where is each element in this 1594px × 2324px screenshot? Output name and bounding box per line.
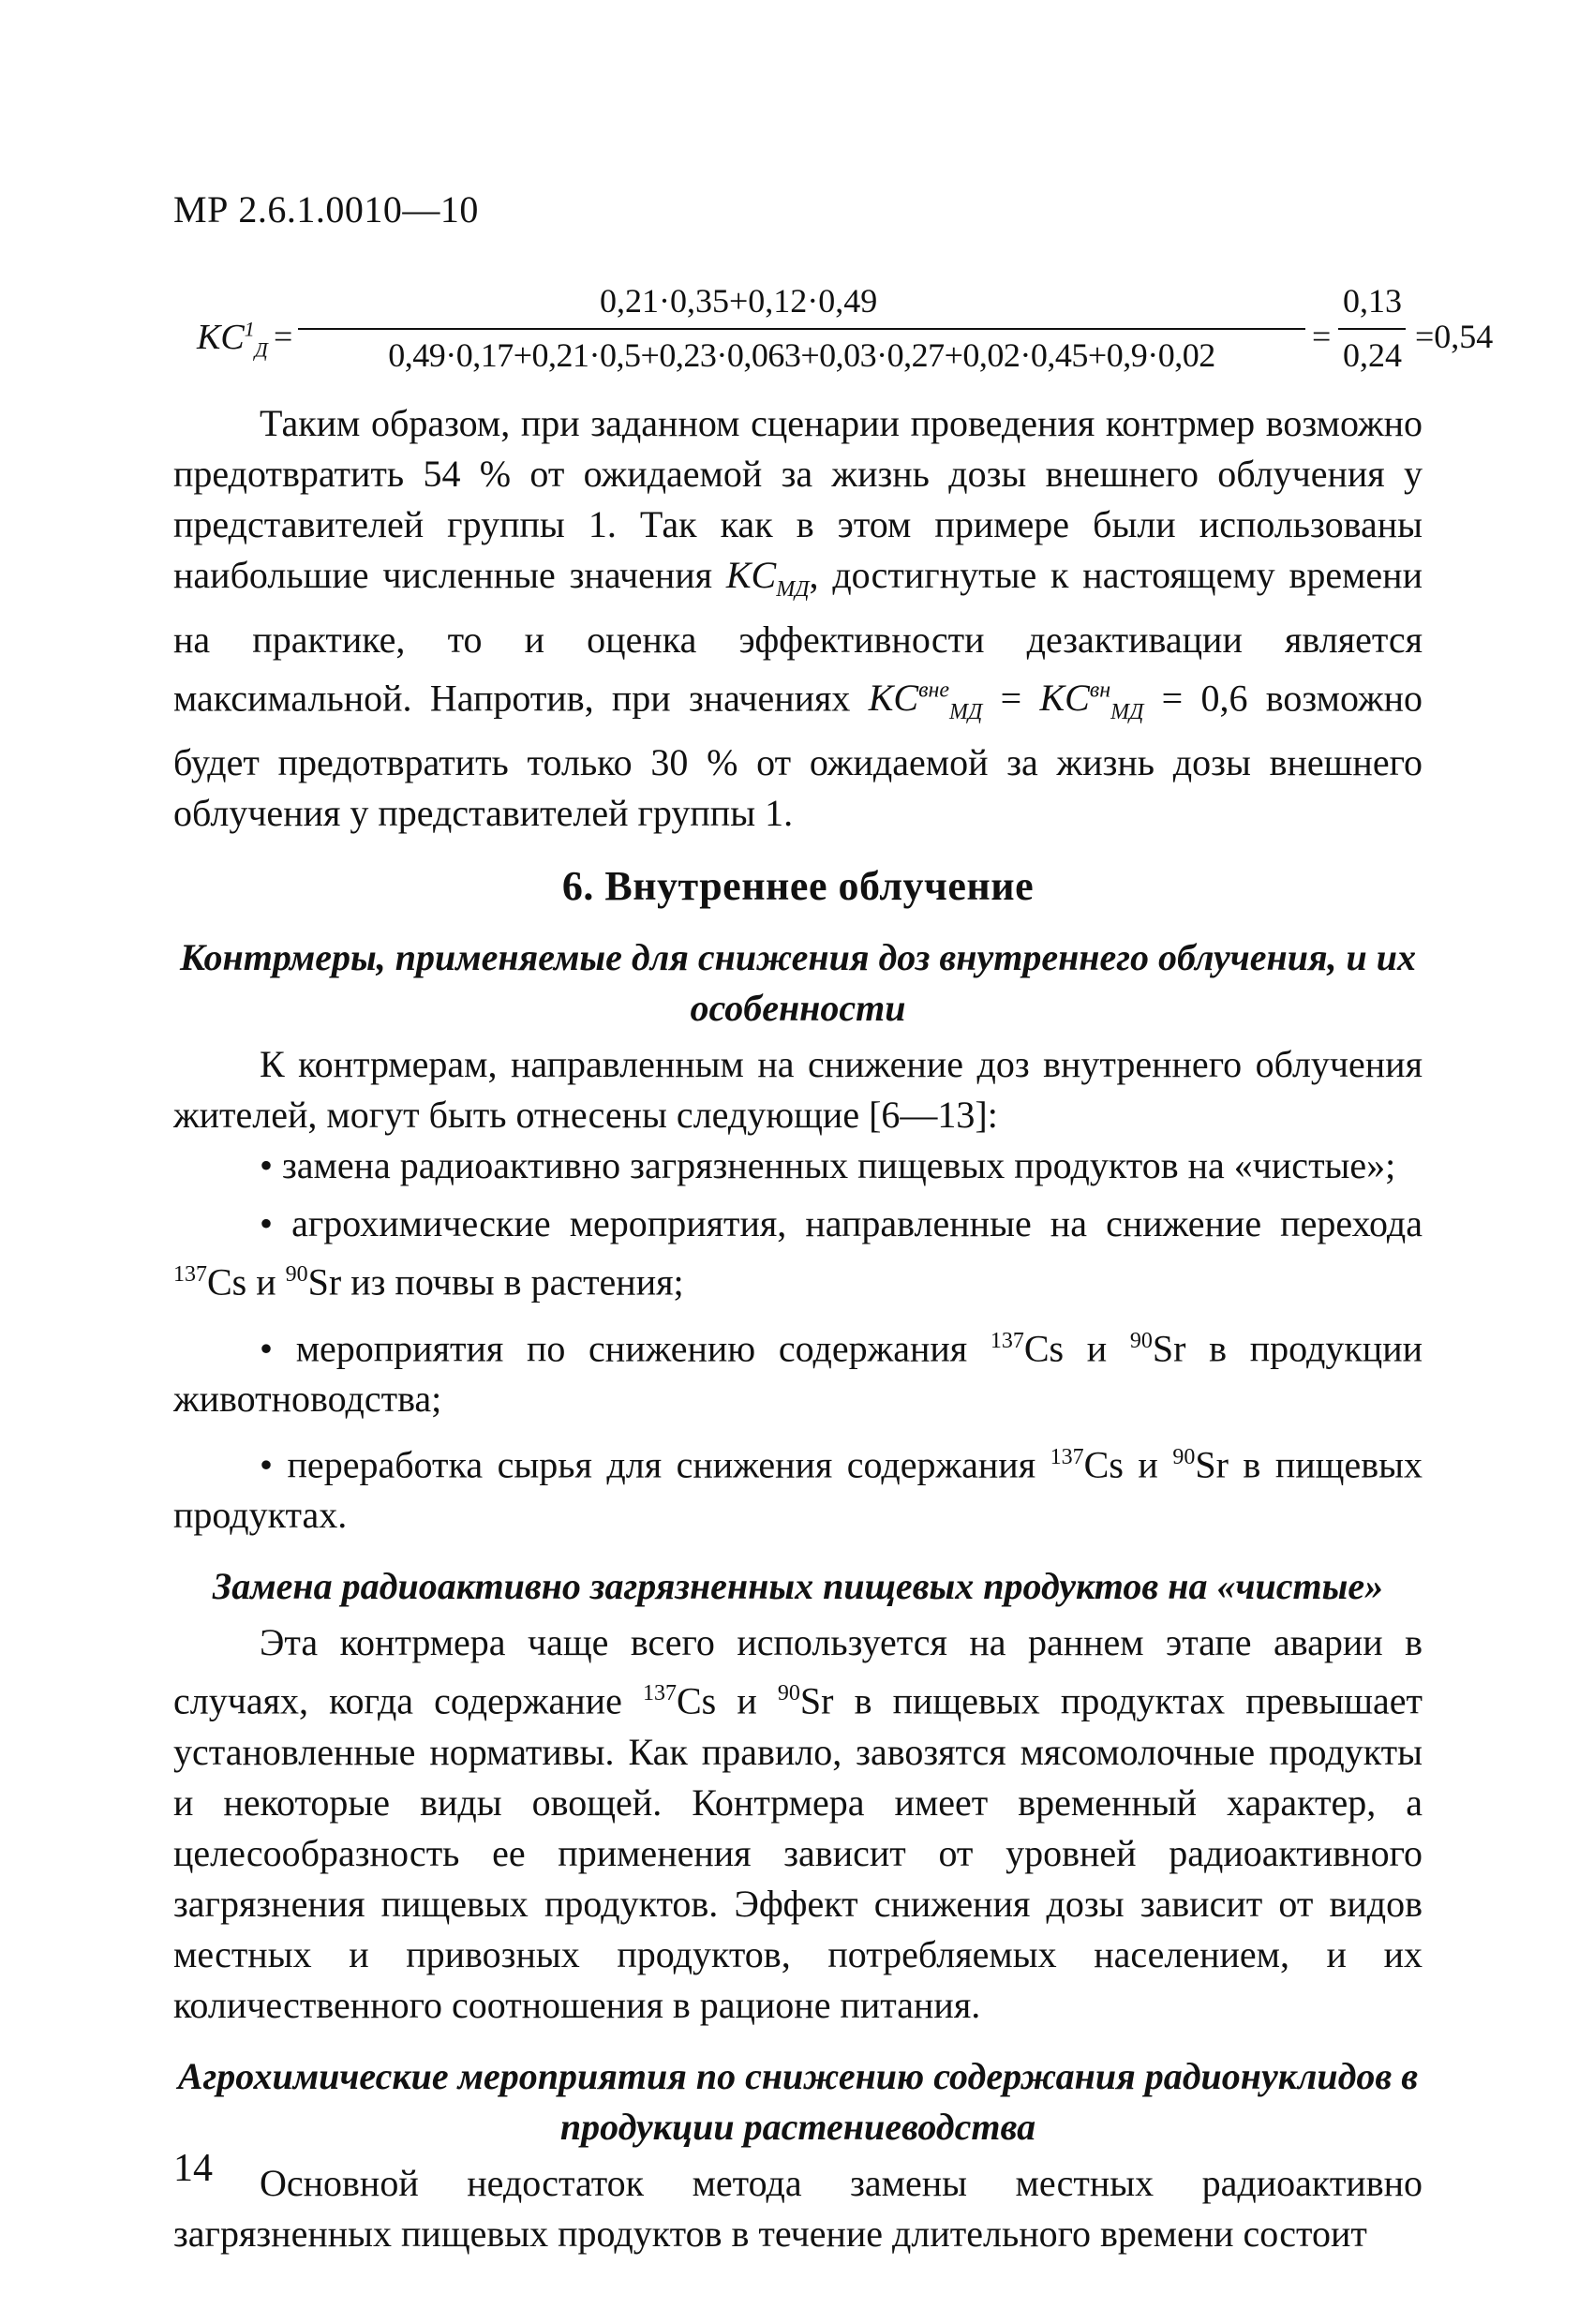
page-number: 14 (173, 2147, 213, 2190)
formula-lhs-sub: Д (254, 337, 268, 362)
isotope-mass: 137 (990, 1328, 1024, 1353)
formula-numerator: 0,21·0,35+0,12·0,49 (600, 282, 878, 320)
formula-denominator: 0,49·0,17+0,21·0,5+0,23·0,063+0,03·0,27+0,02·0,45+0,9·0,02 (388, 336, 1215, 374)
p1-eq: = (982, 677, 1040, 720)
formula-lhs-sup: 1 (244, 317, 255, 341)
isotope-mass: 90 (1129, 1328, 1153, 1353)
section-heading: 6. Внутреннее облучение (561, 863, 1035, 910)
page-body (173, 398, 1423, 2259)
p1-text-b: , достигнутые к настоящему времени на практике, то и оценка эффективности дезактивации является максимальной. Напротив, при значениях (173, 554, 1423, 720)
kc-vne-symbol (868, 677, 983, 725)
bullet-text: Sr в продукции животноводства; (173, 1326, 1423, 1420)
formula-result: =0,54 (1415, 318, 1494, 355)
kc-vn-symbol (1039, 677, 1144, 725)
p3-text-b: Cs и (676, 1679, 778, 1722)
running-head: МР 2.6.1.0010—10 (173, 188, 479, 231)
kc2-sup: вне (918, 678, 950, 703)
subsection-heading-countermeasures: Контрмеры, применяемые для снижения доз внутреннего облучения, и их особенности (179, 936, 1417, 1030)
formula-fraction2-numerator: 0,13 (1343, 282, 1402, 320)
bullet-text: Cs и (1023, 1326, 1130, 1369)
kc2-sub: МД (949, 700, 983, 725)
isotope-mass: 137 (173, 1262, 207, 1288)
formula-lhs (197, 317, 268, 363)
bullet-text: Cs и (207, 1260, 286, 1304)
list-item (173, 1432, 1423, 1541)
paragraph-food-replacement (173, 1617, 1423, 2030)
formula-fraction-bar (298, 328, 1305, 330)
paragraph-agrochemical: Основной недостаток метода замены местных радиоактивно загрязненных пищевых продуктов в течение длительного времени состоит (173, 2161, 1423, 2255)
formula-fraction2-bar (1338, 328, 1406, 330)
paragraph-countermeasures-intro: К контрмерам, направленным на снижение доз внутреннего облучения жителей, могут быть отнесены следующие [6—13]: (173, 1043, 1423, 1137)
formula-kc-d (197, 281, 1494, 394)
kc-sub: МД (776, 577, 810, 602)
formula-equals-2: = (1312, 318, 1332, 355)
formula-lhs-main: KC (197, 318, 245, 357)
p1-text-c: возможно будет предотвратить только 30 % от ожидаемой за жизнь дозы внешнего облучения у представителей группы 1. (173, 677, 1423, 835)
kc-main: KC (725, 554, 777, 596)
bullet-text: • мероприятия по снижению содержания (260, 1326, 991, 1369)
list-item (173, 1199, 1423, 1307)
kc3-sup: вн (1089, 678, 1111, 703)
isotope-mass: 90 (777, 1681, 800, 1706)
p1-text-a: Таким образом, при заданном сценарии проведения контрмер возможно предотвратить 54 % от ожидаемой за жизнь дозы внешнего облучения у представителей группы 1. Так как в этом примере были использованы наибольшие численные значения (173, 402, 1423, 596)
isotope-mass: 90 (1172, 1444, 1196, 1469)
subsection-heading-food-replacement: Замена радиоактивно загрязненных пищевых продуктов на «чистые» (212, 1565, 1384, 1608)
bullet-text: Cs и (1083, 1443, 1173, 1486)
bullet-text: Sr в пищевых продуктах. (173, 1443, 1423, 1537)
formula-fraction2-denominator: 0,24 (1343, 336, 1402, 374)
bullet-text: • агрохимические мероприятия, направленные на снижение перехода (260, 1202, 1423, 1245)
kc3-sub: МД (1110, 700, 1144, 725)
paragraph-conclusion (173, 398, 1423, 839)
subsection-heading-agrochemical: Агрохимические мероприятия по снижению содержания радионуклидов в продукции растениеводства (177, 2054, 1419, 2148)
kc2-main: KC (868, 677, 919, 720)
list-item (173, 1316, 1423, 1424)
kc3-main: KC (1039, 677, 1090, 720)
bullet-text: • переработка сырья для снижения содержания (260, 1443, 1050, 1486)
isotope-mass: 137 (642, 1681, 677, 1706)
isotope-mass: 137 (1050, 1444, 1084, 1469)
p1-value: = 0,6 (1143, 677, 1248, 720)
isotope-mass: 90 (285, 1262, 308, 1288)
bullet-text: Sr из почвы в растения; (307, 1260, 684, 1304)
p3-text-c: Sr в пищевых продуктах превышает установленные нормативы. Как правило, завозятся мясомолочные продукты и некоторые виды овощей. Контрмера имеет временный характер, а целесообразность ее применения зависит от уровней радиоактивного загрязнения пищевых продуктов. Эффект снижения дозы зависит от видов местных и привозных продуктов, потребляемых населением, и их количественного соотношения в рационе питания. (173, 1679, 1423, 2026)
kc-md-symbol (725, 554, 810, 602)
list-item: • замена радиоактивно загрязненных пищевых продуктов на «чистые»; (260, 1144, 1396, 1187)
p3-text-a: Эта контрмера чаще всего используется на раннем этапе аварии в случаях, когда содержание (173, 1621, 1423, 1722)
formula-equals: = (274, 318, 293, 355)
